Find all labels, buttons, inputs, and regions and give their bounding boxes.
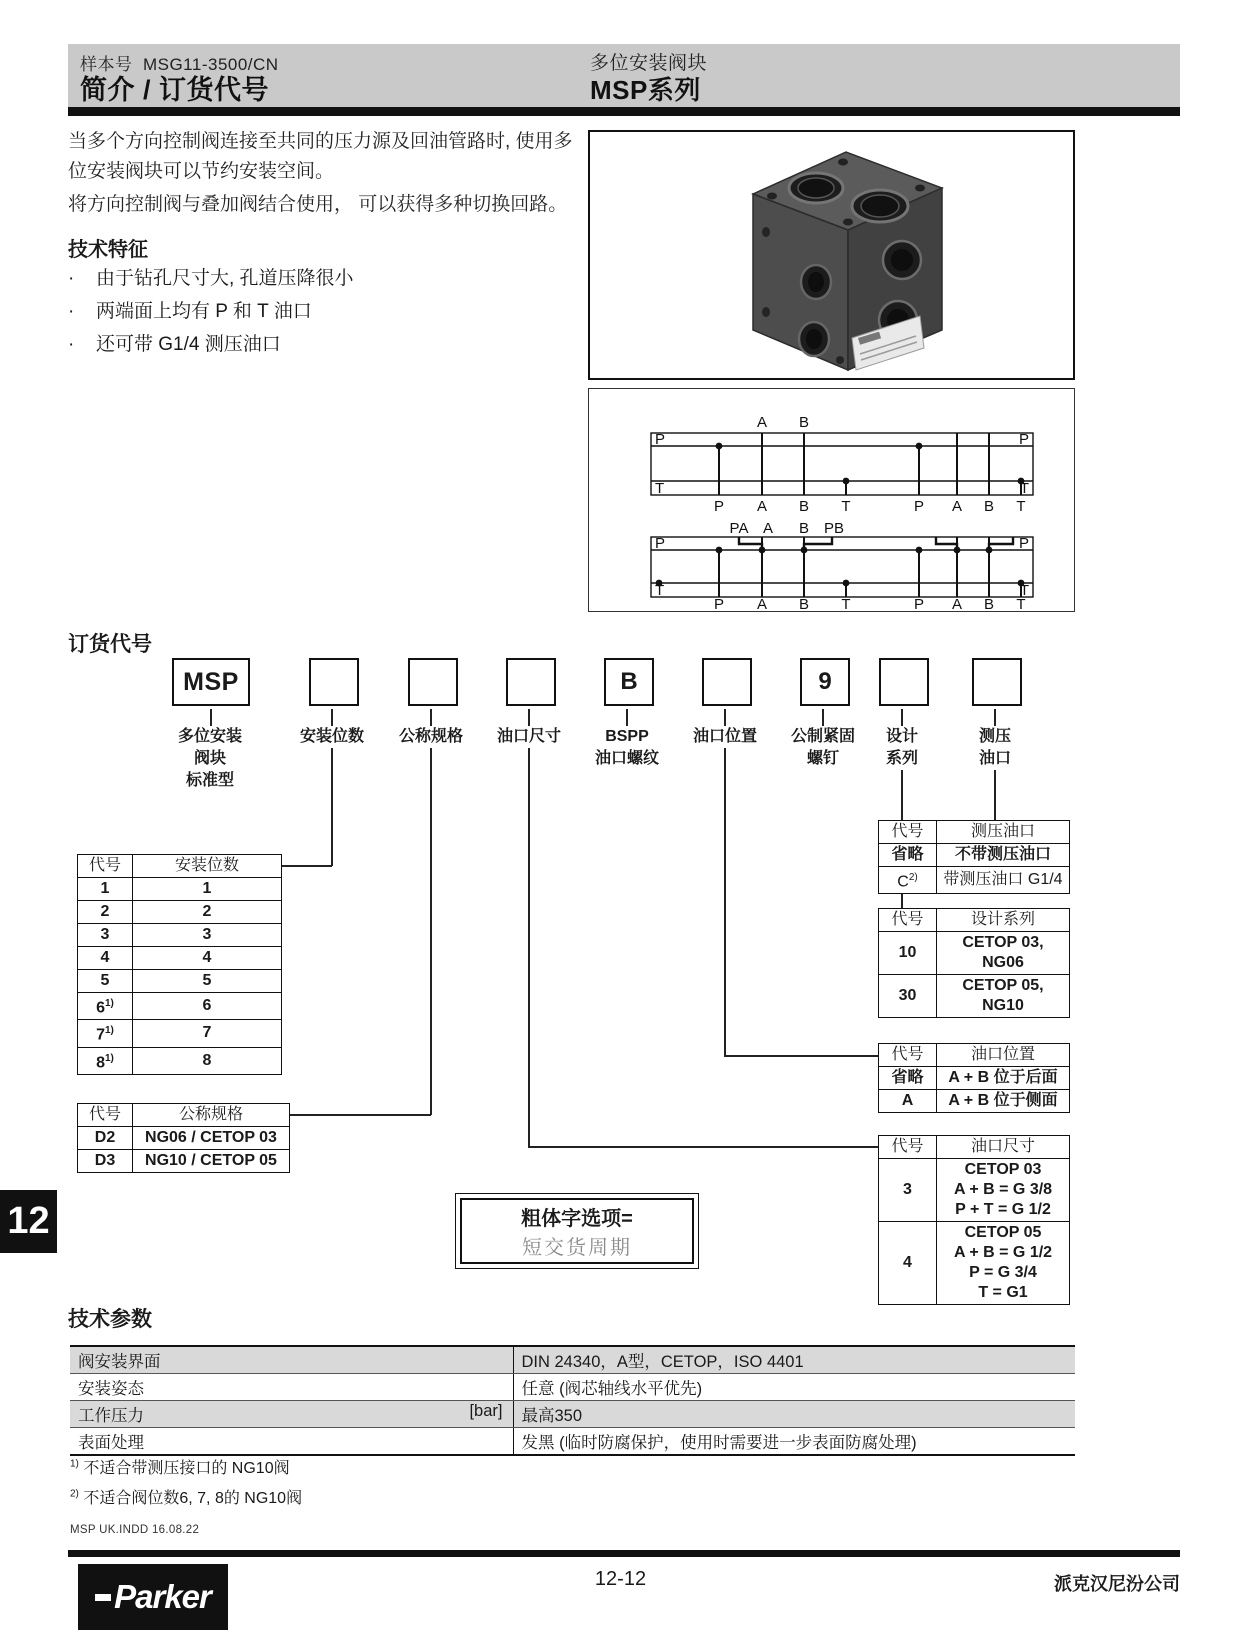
table-row: $C^{2)}$ 带测压油口 G1/4 [879,867,1070,894]
table-row: 安装姿态 任意 (阀芯轴线水平优先) [70,1374,1075,1401]
tech-params-heading: 技术参数 [68,1308,152,1331]
doc-number: MSG11-3500/CN [142,55,279,74]
connector-line [430,748,432,1115]
port-label: A [756,498,768,515]
gauge-port-table: 代号 测压油口 省略 不带测压油口 $C^{2)}$ 带测压油口 G1/4 [878,820,1070,894]
bold-option-note [455,1193,699,1269]
port-label: A [951,596,963,610]
connector-line [331,709,333,726]
connector-line [994,709,996,726]
connector-line [626,709,628,726]
order-code-box-gauge-port [972,658,1022,706]
connector-line [724,709,726,726]
connector-line [994,770,996,820]
bullet-icon: · [68,268,75,289]
port-label: T [841,498,851,515]
connector-line [724,748,726,1056]
order-code-box-positions [309,658,359,706]
feature-item: · 两端面上均有 P 和 T 油口 [68,295,584,328]
doc-label: 样本号 [80,55,133,74]
page-title: 简介 / 订货代号 [80,75,270,105]
table-row: 8$^{1)}$ 8 [78,1047,282,1074]
connector-line [528,748,530,1147]
port-label: T [655,480,665,497]
port-label: T [841,596,851,610]
feature-item: · 由于钻孔尺寸大, 孔道压降很小 [68,262,584,295]
port-label: P [713,596,725,610]
table-row: D3 NG10 / CETOP 05 [78,1150,290,1173]
port-label: B [983,596,995,610]
order-code-box-nominal-size [408,658,458,706]
connector-line [210,709,212,726]
port-label: A [951,498,963,515]
table-row: D2 NG06 / CETOP 03 [78,1127,290,1150]
port-label: T [1019,582,1029,599]
design-series-table: 代号 设计系列 10 CETOP 03, NG06 30 CETOP 05, NG10 [878,908,1070,1018]
manifold-block-photo [590,132,1072,377]
port-label: B [798,596,810,610]
port-label: P [913,498,925,515]
order-code-box-model: MSP [172,658,250,706]
port-label: B [798,498,810,515]
table-row: 阀安装界面 DIN 24340，A型，CETOP，ISO 4401 [70,1346,1075,1374]
connector-line [290,1114,431,1116]
tech-params-table [70,1345,1075,1456]
table-row: 5 5 [78,970,282,993]
connector-line [528,1146,878,1148]
order-code-box-design-series [879,658,929,706]
table-row: 30 CETOP 05, NG10 [879,975,1070,1018]
order-code-label-nominal-size: 公称规格 [398,728,463,745]
table-row: 7$^{1)}$ 7 [78,1020,282,1047]
table-row: 3 3 [78,924,282,947]
order-code-box-port-position [702,658,752,706]
connector-line [331,748,333,866]
table-row: 10 CETOP 03, NG06 [879,932,1070,975]
connector-line [724,1055,878,1057]
order-code-label-port-position: 油口位置 [692,728,757,745]
order-code-label-metric-screw: 公制紧固 螺钉 [790,728,855,767]
connector-line [430,709,432,726]
order-code-heading: 订货代号 [68,633,152,656]
port-label: PA [729,520,749,537]
footer-rule [68,1550,1180,1557]
features-heading: 技术特征 [68,239,148,261]
table-row: 表面处理 发黑 (临时防腐保护，使用时需要进一步表面防腐处理) [70,1428,1075,1456]
port-label: P [713,498,725,515]
order-code-label-thread: BSPP 油口螺纹 [594,728,659,767]
header-rule [68,107,1180,116]
port-label: T [655,582,665,599]
port-label: P [1018,535,1029,552]
table-row: A A + B 位于侧面 [879,1090,1070,1113]
order-code-box-port-size [506,658,556,706]
port-label: T [1016,498,1026,515]
table-row: 省略 不带测压油口 [879,844,1070,867]
order-code-box-thread: B [604,658,654,706]
order-code-label-positions: 安装位数 [299,728,364,745]
port-label: T [1019,480,1029,497]
port-label: P [1018,431,1029,448]
footnote-1: $^{1)}$ 不适合带测压接口的 NG10阀 [70,1458,290,1477]
circuit-diagram-frame [588,388,1075,612]
port-label: A [762,520,774,537]
order-code-label-gauge-port: 测压 油口 [978,728,1011,767]
table-row: 省略 A + B 位于后面 [879,1067,1070,1090]
table-row: 3 CETOP 03 A + B = G 3/8 P + T = G 1/2 [879,1159,1070,1222]
table-row: 1 1 [78,878,282,901]
table-row: 2 2 [78,901,282,924]
table-row: 工作压力 [bar] 最高350 [70,1401,1075,1428]
file-note: MSP UK.INDD 16.08.22 [70,1524,200,1536]
order-code-label-port-size: 油口尺寸 [496,728,561,745]
port-label: T [1016,596,1026,610]
chapter-tab: 12 [0,1190,57,1253]
port-label: P [913,596,925,610]
intro-paragraph-2: 将方向控制阀与叠加阀结合使用， 可以获得多种切换回路。 [68,194,568,215]
bullet-icon: · [68,334,75,355]
intro-paragraph-1: 当多个方向控制阀连接至共同的压力源及回油管路时, 使用多位安装阀块可以节约安装空间。 [68,131,573,182]
table-row: 6$^{1)}$ 6 [78,993,282,1020]
connector-line [822,709,824,726]
port-label: B [983,498,995,515]
product-line-title: 多位安装阀块 [590,53,708,74]
company-name: 派克汉尼汾公司 [1054,1574,1180,1594]
page-number: 12-12 [594,1568,647,1590]
table-row: 4 4 [78,947,282,970]
port-position-table: 代号 油口位置 省略 A + B 位于后面 A A + B 位于侧面 [878,1043,1070,1113]
positions-table: 代号 安装位数 1 1 2 2 3 3 4 4 5 5 6$^{1)}$ 6 7$^{1)}$ 7 8$^{1)}$ 8 [77,854,282,1075]
connector-line [282,865,332,867]
circuit-diagram [589,389,1073,610]
order-code-box-metric-screw: 9 [800,658,850,706]
bold-option-line1: 粗体字选项= [521,1208,633,1230]
feature-item: · 还可带 G1/4 测压油口 [68,328,584,361]
port-size-table: 代号 油口尺寸 3 CETOP 03 A + B = G 3/8 P + T = G 1/2 4 CETOP 05 A + B = G 1/2 P = G 3/4 T = G1 [878,1135,1070,1305]
footnote-2: $^{2)}$ 不适合阀位数6, 7, 8的 NG10阀 [70,1488,303,1507]
connector-line [901,709,903,726]
bold-option-line2: 短交货周期 [522,1237,632,1259]
series-title: MSP系列 [590,75,701,105]
nominal-size-table: 代号 公称规格 D2 NG06 / CETOP 03 D3 NG10 / CETOP 05 [77,1103,290,1173]
port-label: A [756,596,768,610]
product-photo-frame [588,130,1075,380]
port-label: PB [823,520,845,537]
port-label: P [655,431,666,448]
connector-line [528,709,530,726]
order-code-label-design-series: 设计 系列 [885,728,918,767]
port-label: A [756,414,768,431]
parker-logo-text: Parker [114,1578,211,1615]
port-label: P [655,535,666,552]
table-row: 4 CETOP 05 A + B = G 1/2 P = G 3/4 T = G1 [879,1222,1070,1305]
order-code-label-model: 多位安装 阀块 标准型 [177,728,242,789]
bullet-icon: · [68,301,75,322]
port-label: B [798,414,810,431]
port-label: B [798,520,810,537]
parker-logo-dash [95,1594,111,1601]
